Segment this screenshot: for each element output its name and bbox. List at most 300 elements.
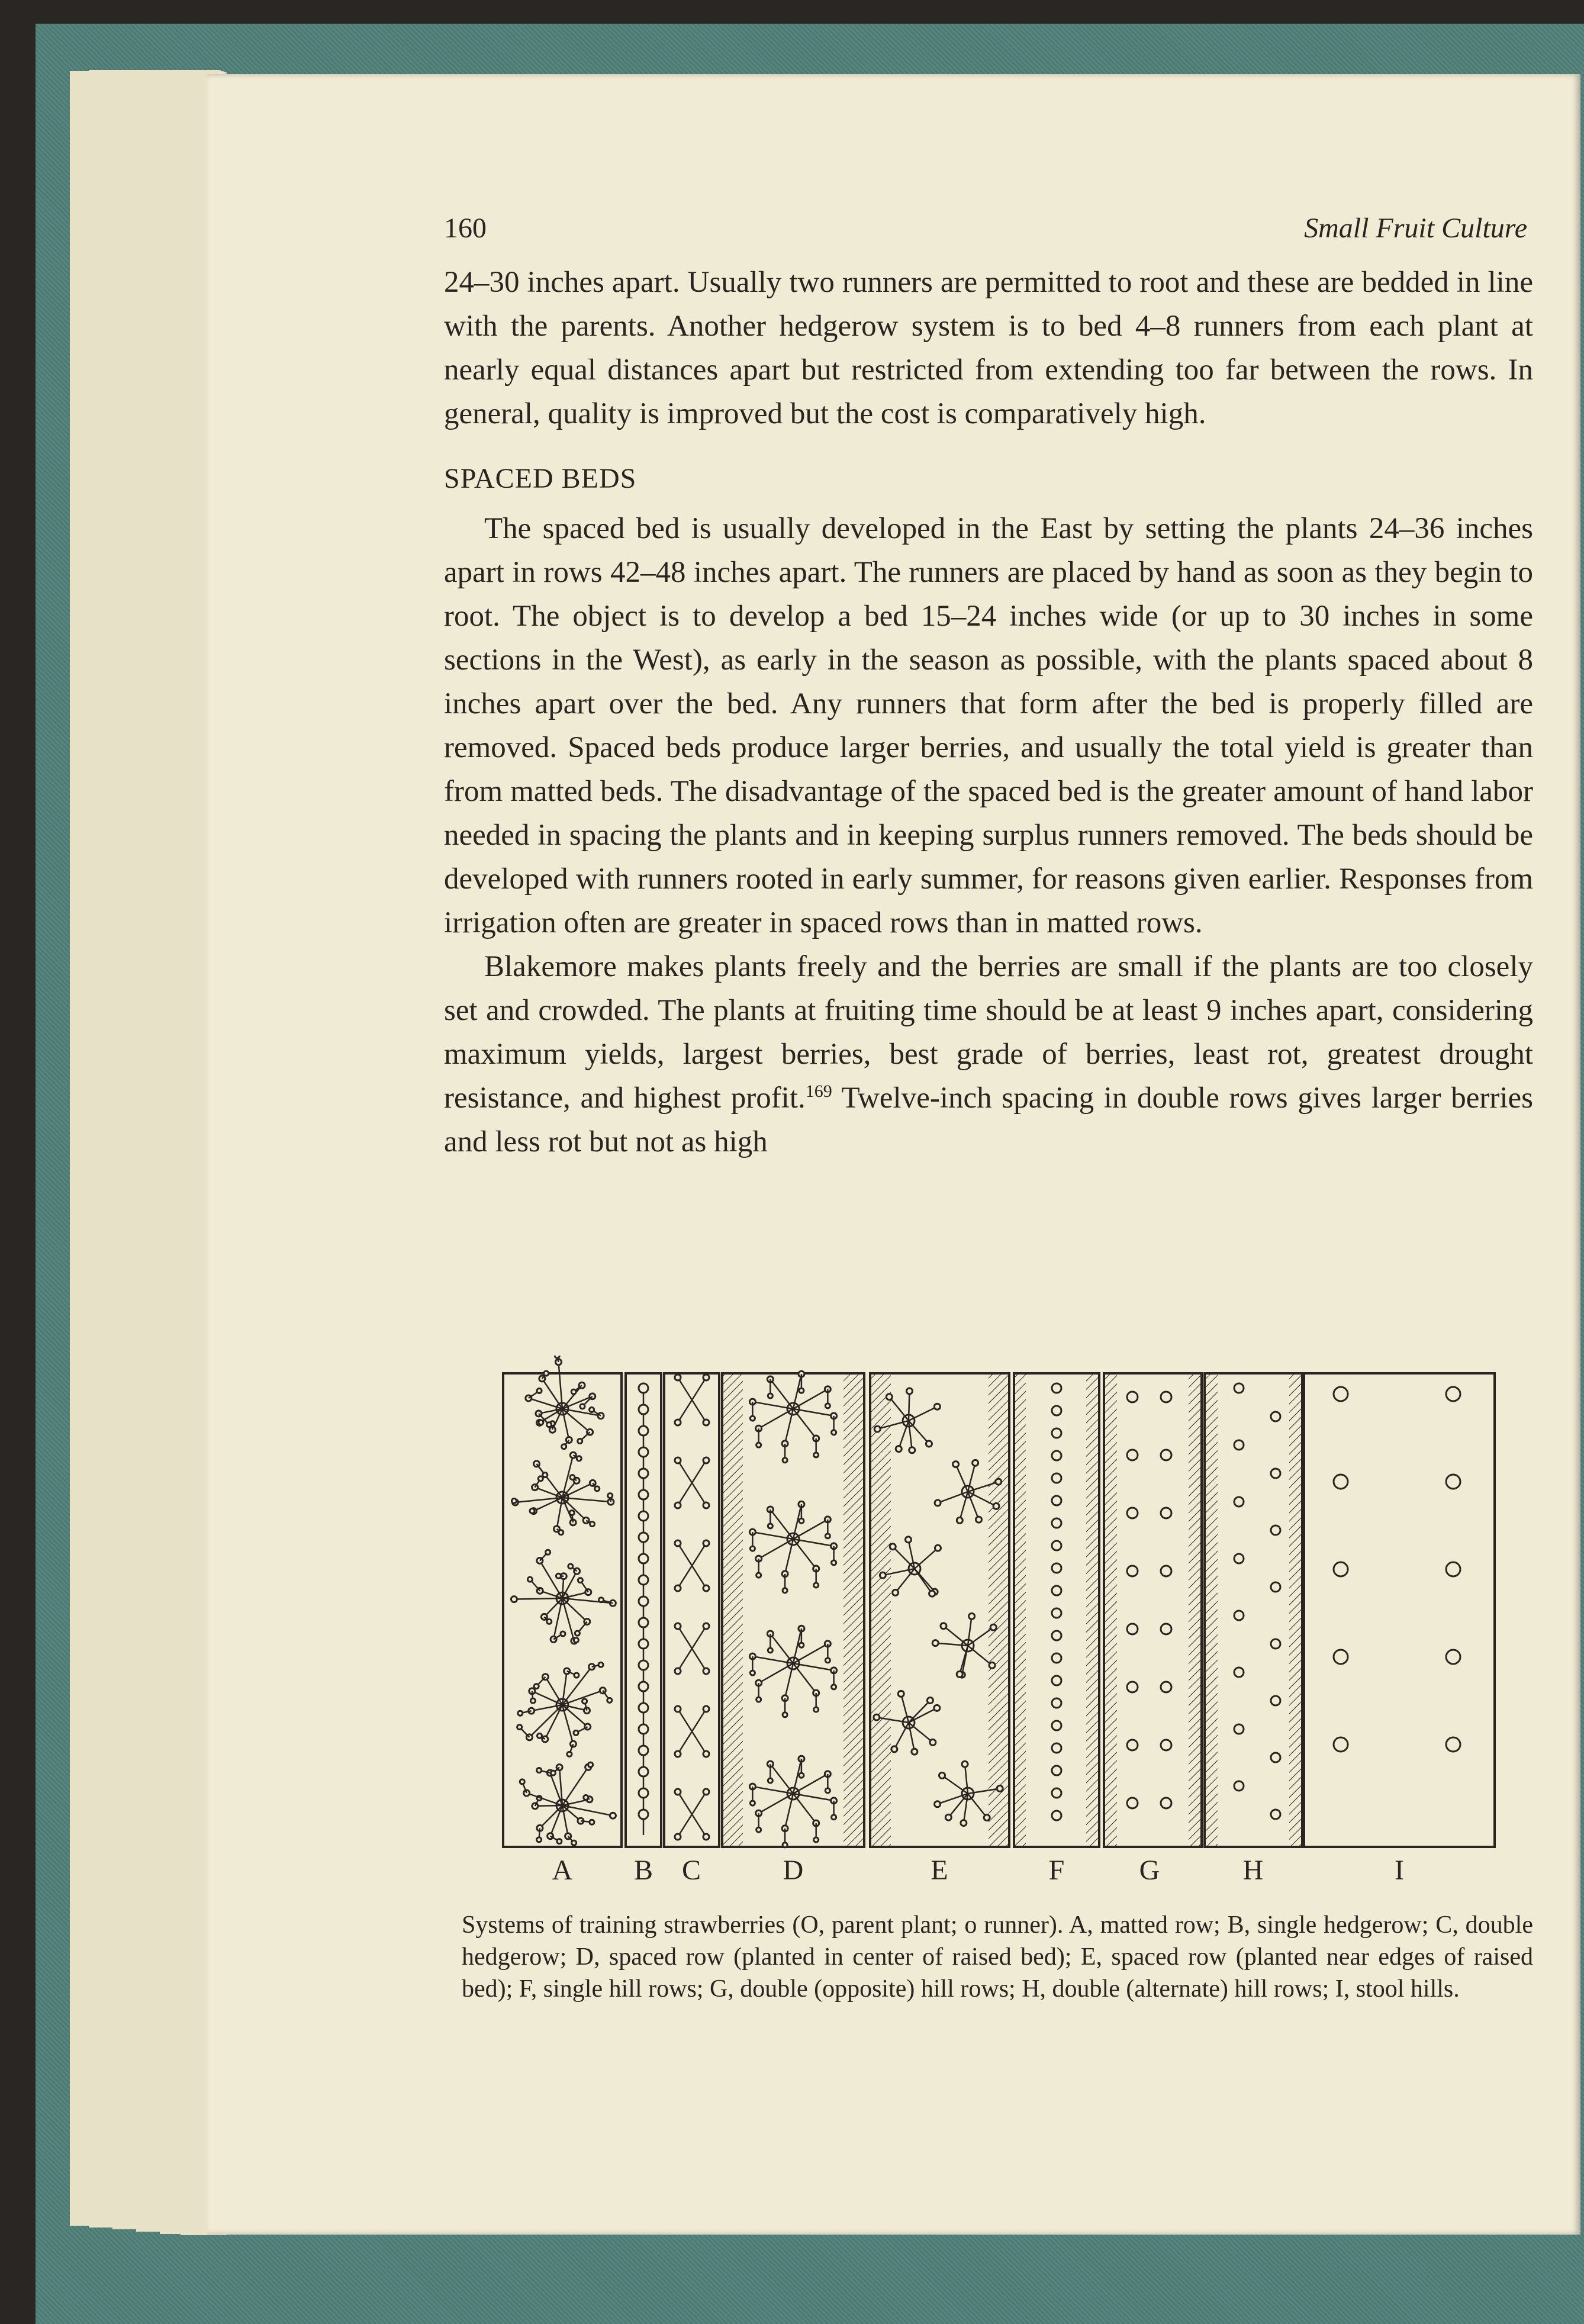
runner-circle xyxy=(825,1404,830,1408)
runner-circle xyxy=(544,1371,549,1376)
hill-plant-circle xyxy=(1234,1724,1244,1734)
runner-circle xyxy=(534,1684,539,1689)
panel-frame xyxy=(1304,1373,1495,1847)
runner-circle xyxy=(675,1540,681,1546)
runner-circle xyxy=(703,1789,709,1795)
hill-plant-circle xyxy=(1127,1450,1138,1460)
hill-plant-circle xyxy=(1161,1508,1171,1518)
paragraph xyxy=(444,945,1533,1164)
reference-superscript: 169 xyxy=(805,1081,832,1101)
runner-stolon xyxy=(915,1548,938,1569)
hill-plant-circle xyxy=(1052,1653,1061,1663)
runner-stolon xyxy=(793,1389,828,1409)
raised-bed-shading xyxy=(843,1373,864,1847)
hill-plant-circle xyxy=(1052,1631,1061,1640)
runner-circle xyxy=(893,1589,899,1595)
runner-circle xyxy=(832,1430,836,1435)
runner-stolon xyxy=(793,1663,834,1670)
runner-stolon xyxy=(529,1398,562,1409)
runner-circle xyxy=(564,1668,570,1674)
runner-circle xyxy=(590,1820,594,1824)
paragraph-text: Blakemore makes plants freely and the berries are small if the plants are too closely set and crowded. The plants at fruiting time should be at least 9 inches apart, considering maximum yields, largest berries, best grade of berries, least rot, greatest drought resistance, and highest profit. xyxy=(444,950,1533,1115)
panel-frame xyxy=(1205,1373,1302,1847)
runner-circle xyxy=(703,1668,709,1674)
raised-bed-shading xyxy=(1205,1373,1218,1847)
runner-circle xyxy=(825,1658,830,1663)
runner-circle xyxy=(639,1383,648,1393)
raised-bed-shading xyxy=(1104,1373,1117,1847)
runner-circle xyxy=(578,1438,582,1443)
runner-circle xyxy=(927,1698,933,1704)
runner-circle xyxy=(559,1530,564,1535)
runner-circle xyxy=(939,1772,945,1778)
runner-circle xyxy=(639,1554,648,1563)
hill-plant-circle xyxy=(1234,1383,1244,1393)
runner-stolon xyxy=(514,1598,562,1599)
runner-circle xyxy=(570,1475,575,1480)
runner-circle xyxy=(547,1422,552,1427)
hill-plant-circle xyxy=(1161,1798,1171,1808)
runner-circle xyxy=(557,1839,562,1844)
runner-circle xyxy=(675,1706,681,1712)
runner-circle xyxy=(546,1550,550,1554)
runner-circle xyxy=(973,1460,978,1466)
runner-stolon xyxy=(759,1539,793,1559)
runner-circle xyxy=(957,1517,962,1523)
runner-stolon xyxy=(793,1794,816,1823)
runner-circle xyxy=(703,1540,709,1546)
runner-circle xyxy=(886,1394,892,1400)
runner-circle xyxy=(524,1790,530,1796)
runner-circle xyxy=(518,1711,523,1715)
hill-plant-circle xyxy=(1052,1676,1061,1685)
runner-circle xyxy=(639,1660,648,1670)
runner-circle xyxy=(570,1452,576,1458)
runner-stolon xyxy=(562,1498,611,1502)
runner-stolon xyxy=(894,1723,909,1749)
hill-plant-circle xyxy=(1271,1412,1280,1421)
runner-circle xyxy=(930,1739,936,1745)
paragraph: The spaced bed is usually developed in the East by setting the plants 24–36 inches apart in rows 42–48 inches apart. The runners are placed by hand as soon as they begin to root. The object is to develop a bed 15–24 inches wide (or up to 30 inches in some sections in the West), as early in the season as possible, with the plants spaced about 8 inches apart over the bed. Any runners that form after the bed is properly filled are removed. Spaced beds produce larger berries, and usually the total yield is greater than from matted beds. The disadvantage of the spaced bed is the greater amount of hand labor needed in spacing the plants and in keeping surplus runners removed. The beds should be developed with runners rooted in early summer, for reasons given earlier. Responses from irrigation often are greater in spaced rows than in matted rows. xyxy=(444,512,1533,939)
figure-illustration xyxy=(500,1356,1506,1853)
runner-circle xyxy=(580,1404,585,1409)
runner-circle xyxy=(675,1789,681,1795)
runner-circle xyxy=(675,1668,681,1674)
hill-plant-circle xyxy=(1052,1496,1061,1505)
runner-stolon xyxy=(759,1794,793,1813)
runner-stolon xyxy=(752,1532,793,1539)
hill-plant-circle xyxy=(1052,1766,1061,1775)
runner-circle xyxy=(675,1419,681,1425)
runner-circle xyxy=(750,1546,755,1551)
paragraph: 24–30 inches apart. Usually two runners are permitted to root and these are bedded in line with the parents. Another hedgerow system is to bed 4–8 runners from each plant at nearly equal distances apart but restricted from extending too far between the rows. In general, quality is improved but the cost is comparatively high. xyxy=(444,266,1533,430)
runner-circle xyxy=(756,1697,761,1702)
runner-circle xyxy=(571,1389,576,1394)
runner-circle xyxy=(610,1813,616,1818)
runner-circle xyxy=(814,1453,819,1457)
runner-circle xyxy=(675,1623,681,1629)
runner-circle xyxy=(768,1524,772,1528)
panel-label: H xyxy=(1242,1855,1264,1886)
panel-label: F xyxy=(1048,1855,1065,1886)
hill-plant-circle xyxy=(1052,1383,1061,1393)
runner-circle xyxy=(934,1404,940,1409)
runner-circle xyxy=(896,1446,902,1452)
runner-circle xyxy=(675,1502,681,1508)
runner-stolon xyxy=(793,1409,834,1416)
runner-circle xyxy=(814,1837,819,1842)
runner-circle xyxy=(926,1441,932,1447)
runner-circle xyxy=(814,1583,819,1588)
runner-circle xyxy=(568,1564,573,1569)
hill-plant-circle xyxy=(1127,1682,1138,1692)
runner-circle xyxy=(996,1479,1002,1485)
runner-circle xyxy=(562,1444,566,1449)
runner-circle xyxy=(799,1388,804,1393)
runner-stolon xyxy=(915,1569,932,1594)
hill-plant-circle xyxy=(1052,1743,1061,1753)
hill-plant-circle xyxy=(1052,1518,1061,1528)
runner-circle xyxy=(537,1837,542,1842)
runner-circle xyxy=(590,1407,594,1412)
runner-circle xyxy=(599,1598,604,1602)
runner-circle xyxy=(989,1662,995,1668)
hill-plant-circle xyxy=(1271,1810,1280,1819)
runner-circle xyxy=(799,1773,804,1778)
runner-stolon xyxy=(942,1775,968,1794)
runner-circle xyxy=(756,1827,761,1832)
panel-label: D xyxy=(783,1855,804,1886)
stool-hill-circle xyxy=(1446,1562,1460,1576)
runner-circle xyxy=(935,1545,941,1551)
raised-bed-shading xyxy=(989,1373,1009,1847)
hill-plant-circle xyxy=(1234,1611,1244,1620)
runner-circle xyxy=(675,1457,681,1463)
runner-circle xyxy=(639,1575,648,1585)
runner-stolon xyxy=(793,1520,828,1539)
hill-plant-circle xyxy=(1052,1428,1061,1438)
panel-label: B xyxy=(633,1855,653,1886)
runner-circle xyxy=(975,1517,981,1522)
runner-circle xyxy=(934,1705,940,1711)
panel-label: G xyxy=(1139,1855,1160,1886)
hill-plant-circle xyxy=(1161,1740,1171,1750)
raised-bed-shading xyxy=(722,1373,743,1847)
runner-circle xyxy=(929,1591,935,1596)
runner-stolon xyxy=(889,1397,909,1421)
hill-plant-circle xyxy=(1127,1624,1138,1634)
runner-stolon xyxy=(550,1805,562,1836)
hill-plant-circle xyxy=(1127,1392,1138,1402)
runner-circle xyxy=(814,1707,819,1712)
runner-circle xyxy=(941,1623,946,1629)
page-number: 160 xyxy=(444,213,487,244)
runner-circle xyxy=(639,1596,648,1606)
hill-plant-circle xyxy=(1234,1781,1244,1791)
runner-circle xyxy=(890,1544,896,1550)
runner-stolon xyxy=(542,1379,562,1409)
runner-circle xyxy=(703,1457,709,1463)
runner-circle xyxy=(984,1815,990,1821)
hill-plant-circle xyxy=(1161,1450,1171,1460)
runner-circle xyxy=(517,1725,522,1730)
runner-circle xyxy=(578,1578,582,1583)
runner-circle xyxy=(607,1698,612,1702)
runner-stolon xyxy=(909,1701,930,1723)
runner-stolon xyxy=(968,1646,992,1665)
runner-circle xyxy=(639,1511,648,1521)
runner-circle xyxy=(567,1752,572,1756)
runner-circle xyxy=(799,1518,804,1523)
stool-hill-circle xyxy=(1334,1475,1348,1489)
runner-circle xyxy=(990,1624,996,1630)
runner-circle xyxy=(932,1640,938,1646)
runner-circle xyxy=(511,1596,517,1602)
runner-circle xyxy=(555,1356,559,1358)
panel-label: I xyxy=(1395,1855,1404,1886)
runner-circle xyxy=(538,1476,543,1481)
runner-circle xyxy=(962,1761,968,1767)
runner-circle xyxy=(891,1746,897,1752)
runner-stolon xyxy=(759,1409,793,1428)
hill-plant-circle xyxy=(1271,1639,1280,1649)
runner-stolon xyxy=(793,1409,816,1438)
runner-stolon xyxy=(770,1634,793,1663)
stool-hill-circle xyxy=(1446,1387,1460,1401)
hill-plant-circle xyxy=(1052,1406,1061,1415)
stool-hill-circle xyxy=(1334,1737,1348,1752)
runner-stolon xyxy=(752,1787,793,1794)
running-header xyxy=(444,212,1527,247)
runner-stolon xyxy=(527,1793,562,1805)
runner-circle xyxy=(825,1534,830,1538)
runner-stolon xyxy=(558,1362,562,1409)
runner-circle xyxy=(639,1810,648,1819)
runner-stolon xyxy=(545,1705,562,1739)
runner-circle xyxy=(703,1751,709,1757)
runner-stolon xyxy=(562,1498,586,1521)
hill-plant-circle xyxy=(1161,1682,1171,1692)
runner-stolon xyxy=(752,1656,793,1663)
runner-circle xyxy=(750,1416,755,1421)
runner-stolon xyxy=(752,1402,793,1409)
runner-stolon xyxy=(759,1663,793,1683)
runner-stolon xyxy=(770,1509,793,1539)
runner-circle xyxy=(639,1746,648,1755)
runner-circle xyxy=(703,1706,709,1712)
hill-plant-circle xyxy=(1234,1440,1244,1450)
runner-stolon xyxy=(793,1644,828,1663)
hill-plant-circle xyxy=(1127,1798,1138,1808)
figure-caption: Systems of training strawberries (O, parent plant; o runner). A, matted row; B, single hedgerow; C, double hedgerow; D, spaced row (planted in center of raised bed); E, spaced row (planted near edges of raised bed); F, single hill rows; G, double (opposite) hill rows; H, double (alternate) hill rows; I, stool hills. xyxy=(462,1911,1533,2003)
runner-circle xyxy=(880,1572,886,1578)
runner-stolon xyxy=(793,1774,828,1794)
runner-stolon xyxy=(909,1708,937,1723)
runner-circle xyxy=(639,1639,648,1649)
runner-circle xyxy=(543,1473,548,1478)
runner-circle xyxy=(520,1779,524,1784)
runner-stolon xyxy=(793,1539,834,1546)
runner-circle xyxy=(530,1698,535,1703)
runner-circle xyxy=(574,1730,578,1735)
runner-stolon xyxy=(793,1663,816,1693)
runner-stolon xyxy=(793,1794,834,1801)
runner-circle xyxy=(935,1801,941,1807)
hill-plant-circle xyxy=(1052,1473,1061,1483)
hill-plant-circle xyxy=(1052,1586,1061,1595)
runner-circle xyxy=(675,1585,681,1591)
runner-stolon xyxy=(909,1421,929,1444)
runner-circle xyxy=(675,1375,681,1380)
panel-label: A xyxy=(552,1855,573,1886)
training-systems-figure xyxy=(500,1356,1506,1900)
runner-circle xyxy=(898,1691,904,1697)
section-heading: SPACED BEDS xyxy=(444,463,637,494)
runner-circle xyxy=(539,1420,543,1425)
panel-frame xyxy=(722,1373,864,1847)
runner-stolon xyxy=(540,1805,562,1828)
runner-circle xyxy=(703,1502,709,1508)
stool-hill-circle xyxy=(1446,1650,1460,1664)
runner-stolon xyxy=(562,1805,613,1816)
runner-circle xyxy=(832,1560,836,1565)
body-text xyxy=(444,260,1533,1164)
raised-bed-shading xyxy=(870,1373,891,1847)
runner-circle xyxy=(957,1671,962,1677)
hill-plant-circle xyxy=(1052,1721,1061,1730)
runner-circle xyxy=(547,1619,552,1624)
hill-plant-circle xyxy=(1271,1696,1280,1705)
runner-circle xyxy=(639,1533,648,1542)
runner-circle xyxy=(969,1613,975,1619)
runner-stolon xyxy=(944,1626,968,1646)
runner-circle xyxy=(832,1815,836,1820)
hill-plant-circle xyxy=(1052,1608,1061,1618)
panel-frame xyxy=(664,1373,719,1847)
runner-circle xyxy=(997,1785,1003,1791)
runner-circle xyxy=(556,1573,561,1578)
runner-circle xyxy=(675,1834,681,1840)
panel-label: C xyxy=(681,1855,701,1886)
hill-plant-circle xyxy=(1052,1788,1061,1798)
hill-plant-circle xyxy=(1271,1469,1280,1478)
runner-circle xyxy=(825,1788,830,1793)
hill-plant-circle xyxy=(1234,1497,1244,1507)
runner-circle xyxy=(548,1833,553,1839)
runner-circle xyxy=(953,1462,959,1467)
runner-circle xyxy=(639,1682,648,1691)
runner-circle xyxy=(750,1801,755,1805)
runner-stolon xyxy=(562,1483,593,1498)
runner-circle xyxy=(577,1456,581,1461)
runner-circle xyxy=(582,1699,587,1704)
runner-circle xyxy=(574,1673,579,1678)
runner-circle xyxy=(768,1778,772,1783)
runner-circle xyxy=(703,1375,709,1380)
runner-circle xyxy=(783,1843,787,1847)
hill-plant-circle xyxy=(1052,1541,1061,1550)
runner-circle xyxy=(905,1537,911,1543)
runner-circle xyxy=(703,1585,709,1591)
running-title: Small Fruit Culture xyxy=(1304,213,1527,244)
hill-plant-circle xyxy=(1161,1624,1171,1634)
runner-circle xyxy=(703,1419,709,1425)
runner-circle xyxy=(783,1713,787,1717)
figure-labels xyxy=(500,1854,1506,1895)
hill-plant-circle xyxy=(1271,1753,1280,1762)
runner-circle xyxy=(639,1447,648,1457)
runner-circle xyxy=(639,1405,648,1414)
hill-plant-circle xyxy=(1052,1698,1061,1708)
runner-circle xyxy=(574,1638,578,1643)
runner-circle xyxy=(874,1426,880,1432)
hill-plant-circle xyxy=(1161,1566,1171,1576)
stool-hill-circle xyxy=(1334,1650,1348,1664)
panel-frame xyxy=(1104,1373,1202,1847)
runner-circle xyxy=(675,1751,681,1757)
hill-plant-circle xyxy=(1127,1566,1138,1576)
runner-circle xyxy=(639,1618,648,1627)
runner-stolon xyxy=(938,1492,968,1503)
runner-circle xyxy=(783,1588,787,1593)
runner-circle xyxy=(768,1648,772,1653)
runner-circle xyxy=(639,1703,648,1713)
hill-plant-circle xyxy=(1271,1525,1280,1535)
runner-circle xyxy=(572,1840,577,1845)
runner-circle xyxy=(935,1500,941,1506)
runner-circle xyxy=(598,1662,603,1667)
runner-circle xyxy=(756,1443,761,1447)
runner-circle xyxy=(906,1388,912,1394)
runner-circle xyxy=(588,1762,593,1767)
runner-circle xyxy=(639,1788,648,1798)
runner-circle xyxy=(537,1768,542,1773)
runner-circle xyxy=(874,1714,880,1720)
hill-plant-circle xyxy=(1127,1740,1138,1750)
runner-circle xyxy=(561,1631,565,1636)
stool-hill-circle xyxy=(1334,1387,1348,1401)
runner-circle xyxy=(639,1724,648,1734)
hill-plant-circle xyxy=(1127,1508,1138,1518)
runner-circle xyxy=(799,1643,804,1647)
raised-bed-shading xyxy=(1014,1373,1026,1847)
runner-circle xyxy=(703,1834,709,1840)
runner-stolon xyxy=(770,1764,793,1794)
raised-bed-shading xyxy=(1289,1373,1302,1847)
raised-bed-shading xyxy=(1086,1373,1099,1847)
runner-circle xyxy=(575,1631,579,1636)
runner-circle xyxy=(993,1503,999,1509)
runner-stolon xyxy=(535,1805,562,1806)
runner-circle xyxy=(584,1795,588,1800)
runner-circle xyxy=(639,1426,648,1435)
hill-plant-circle xyxy=(1271,1582,1280,1592)
runner-circle xyxy=(569,1511,574,1515)
runner-circle xyxy=(530,1509,535,1514)
runner-stolon xyxy=(770,1379,793,1409)
runner-stolon xyxy=(562,1705,573,1744)
raised-bed-shading xyxy=(1189,1373,1202,1847)
runner-circle xyxy=(527,1577,532,1582)
runner-circle xyxy=(537,1733,542,1738)
runner-circle xyxy=(912,1749,917,1755)
runner-circle xyxy=(595,1486,600,1491)
runner-circle xyxy=(909,1447,915,1453)
runner-circle xyxy=(590,1522,595,1527)
stool-hill-circle xyxy=(1446,1737,1460,1752)
hill-plant-circle xyxy=(1052,1563,1061,1573)
runner-stolon xyxy=(968,1794,987,1818)
